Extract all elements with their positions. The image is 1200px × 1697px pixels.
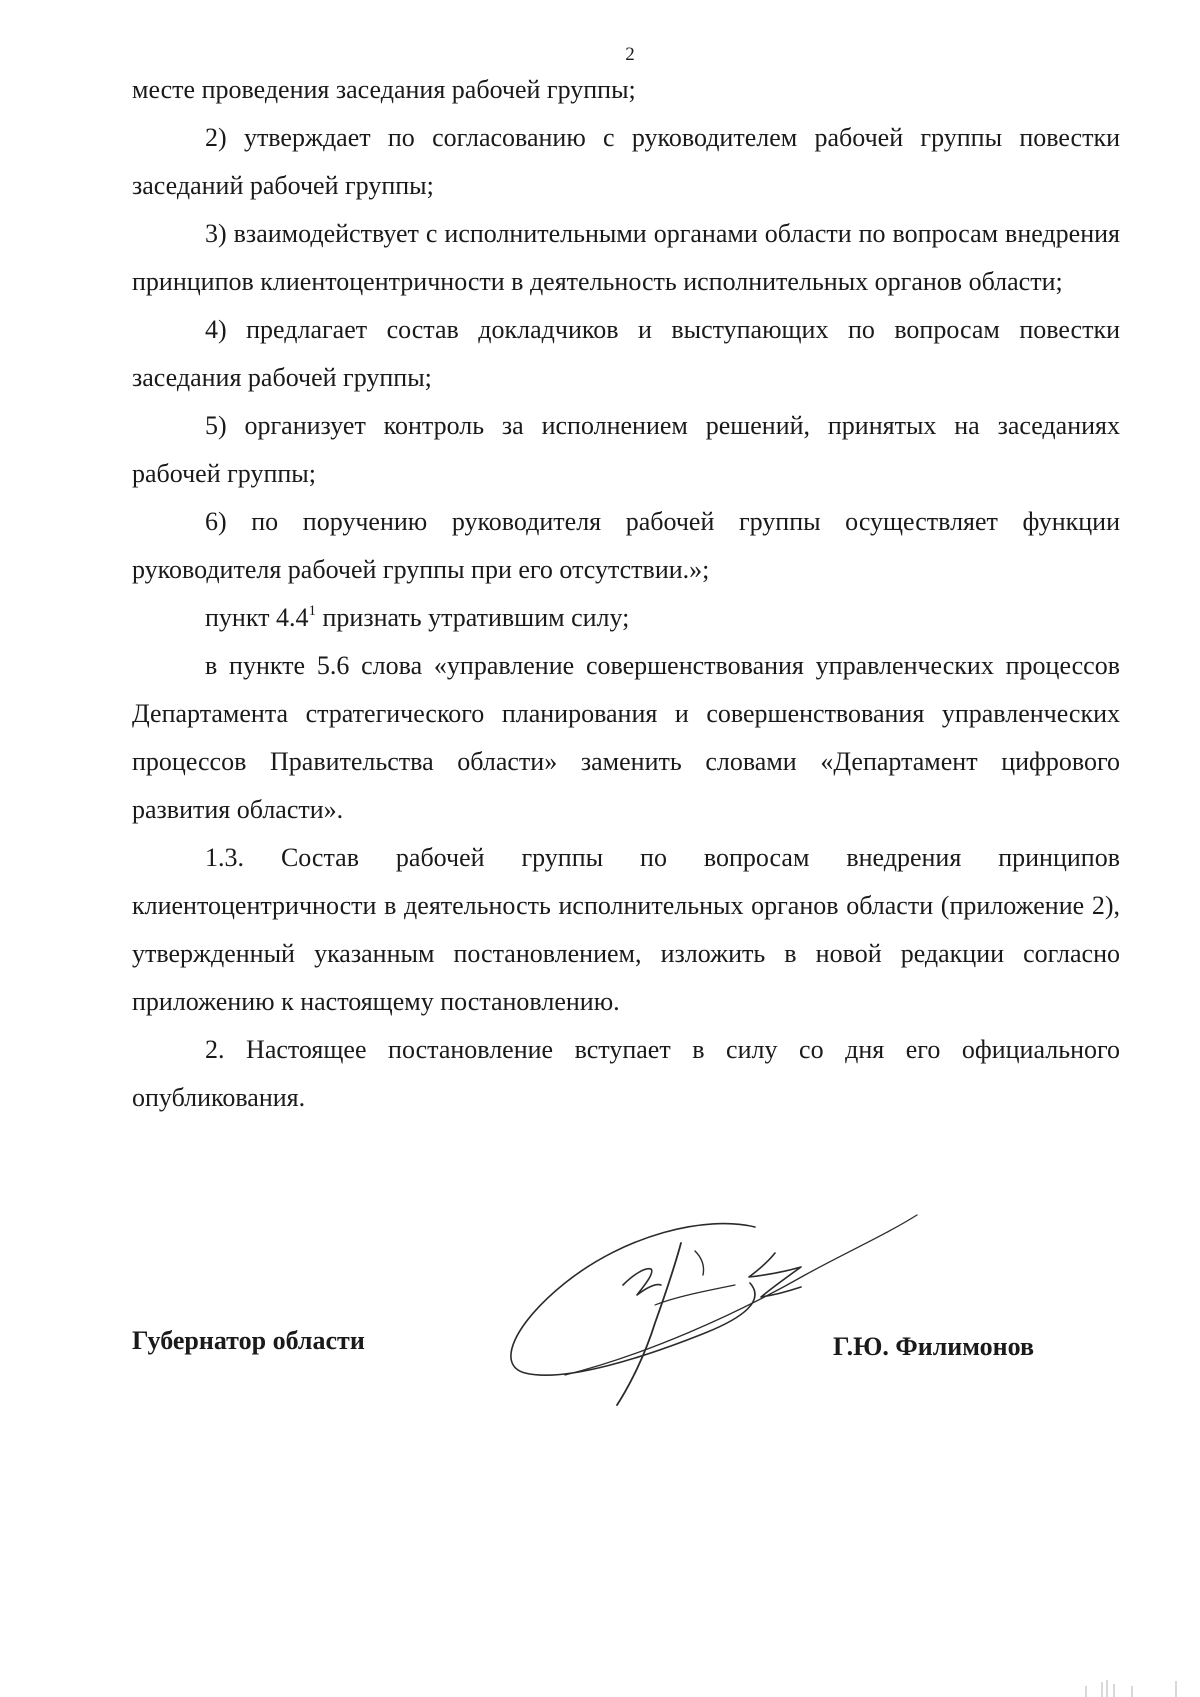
clause-superscript: 1 [308, 603, 316, 619]
handwritten-signature [505, 1205, 925, 1420]
paragraph-clause-4-4 [132, 594, 1120, 642]
paragraph-section-1-3: 1.3. Состав рабочей группы по вопросам внедрения принципов клиентоцентричности в деятельность исполнительных органов области (приложение 2), утвержденный указанным постановлением, изложить в новой редакции согласно приложению к настоящему постановлению. [132, 843, 1120, 1016]
paragraph-section-2: 2. Настоящее постановление вступает в силу со дня его официального опубликования. [132, 1035, 1120, 1112]
paragraph-item-3: 3) взаимодействует с исполнительными органами области по вопросам внедрения принципов клиентоцентричности в деятельность исполнительных органов области; [132, 219, 1120, 296]
paragraph-item-4: 4) предлагает состав докладчиков и выступающих по вопросам повестки заседания рабочей группы; [132, 315, 1120, 392]
signatory-position: Губернатор области [132, 1326, 365, 1355]
signatory-name: Г.Ю. Филимонов [833, 1332, 1035, 1361]
paragraph-item-2: 2) утверждает по согласованию с руководителем рабочей группы повестки заседаний рабочей группы; [132, 123, 1120, 200]
paragraph-item-6: 6) по поручению руководителя рабочей группы осуществляет функции руководителя рабочей группы при его отсутствии.»; [132, 507, 1120, 584]
clause-text-after: признать утратившим силу; [315, 603, 630, 632]
paragraph-item-5: 5) организует контроль за исполнением решений, принятых на заседаниях рабочей группы; [132, 411, 1120, 488]
document-body [132, 66, 1120, 1122]
clause-text-before: пункт 4.4 [205, 603, 309, 632]
scan-artifact-marks [1080, 1676, 1190, 1697]
page-number: 2 [625, 44, 635, 65]
paragraph-clause-5-6: в пункте 5.6 слова «управление совершенствования управленческих процессов Департамента стратегического планирования и совершенствования управленческих процессов Правительства области» заменить словами «Департамент цифрового развития области». [132, 651, 1120, 824]
paragraph-continuation: месте проведения заседания рабочей группы; [132, 75, 636, 104]
